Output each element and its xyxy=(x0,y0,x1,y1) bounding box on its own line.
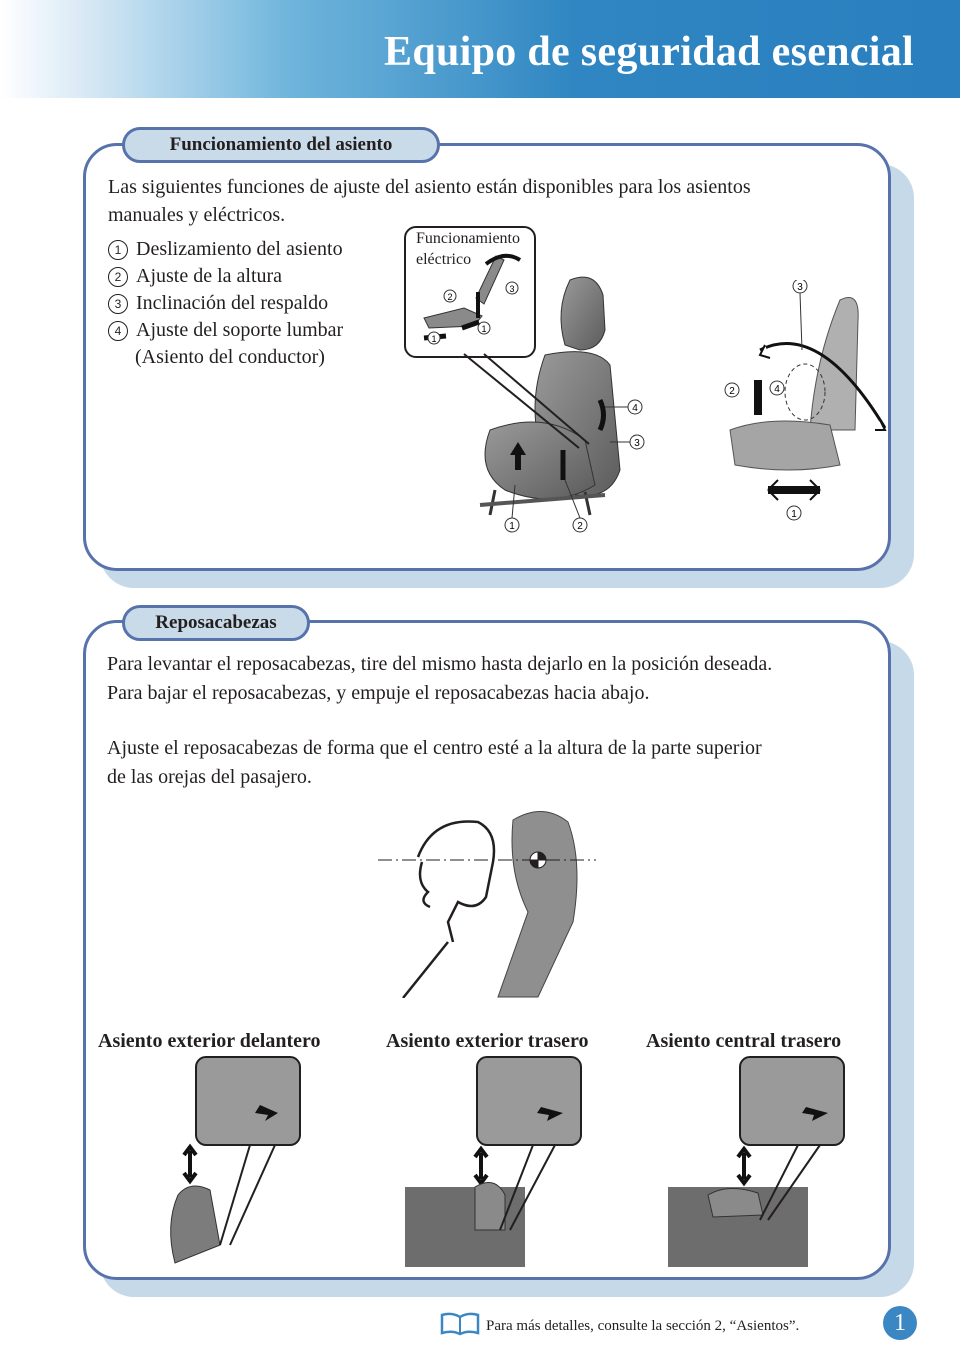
label-front-outer-seat: Asiento exterior delantero xyxy=(98,1030,321,1052)
svg-text:2: 2 xyxy=(577,521,583,532)
headrest-paragraph-1 xyxy=(107,650,772,708)
rear-outer-headrest-illustration xyxy=(405,1055,585,1267)
list-item xyxy=(108,263,343,290)
para1-line1: Para levantar el reposacabezas, tire del mismo hasta dejarlo en la posición deseada. xyxy=(107,653,773,675)
callout-line2: eléctrico xyxy=(416,251,472,268)
seat-intro-line2: manuales y eléctricos. xyxy=(108,204,286,226)
page-header xyxy=(0,0,960,98)
list-item-label: Ajuste del soporte lumbar xyxy=(136,319,344,341)
seat-adjustment-diagram xyxy=(720,280,895,530)
svg-text:1: 1 xyxy=(791,509,797,520)
para1-line2: Para bajar el reposacabezas, y empuje el reposacabezas hacia abajo. xyxy=(107,682,650,704)
rear-center-headrest-illustration xyxy=(668,1055,848,1267)
svg-text:1: 1 xyxy=(481,324,487,334)
svg-text:2: 2 xyxy=(729,386,735,397)
para2-line1: Ajuste el reposacabezas de forma que el centro esté a la altura de la parte superior xyxy=(107,737,762,759)
svg-text:3: 3 xyxy=(797,282,803,293)
svg-text:1: 1 xyxy=(431,334,437,344)
para2-line2: de las orejas del pasajero. xyxy=(107,766,312,788)
seat-functions-list xyxy=(108,236,343,371)
svg-text:4: 4 xyxy=(774,384,780,395)
label-rear-center-seat: Asiento central trasero xyxy=(646,1030,842,1052)
seat-section-tab: Funcionamiento del asiento xyxy=(122,127,440,163)
footer-reference-note: Para más detalles, consulte la sección 2, “Asientos”. xyxy=(486,1318,800,1334)
svg-text:3: 3 xyxy=(634,438,640,449)
list-item-sub: (Asiento del conductor) xyxy=(135,346,325,368)
front-outer-headrest-illustration xyxy=(150,1055,310,1267)
headrest-section-tab: Reposacabezas xyxy=(122,605,310,641)
list-item xyxy=(108,317,343,344)
seat-intro-line1: Las siguientes funciones de ajuste del asiento están disponibles para los asientos xyxy=(108,176,751,198)
svg-text:4: 4 xyxy=(632,403,638,414)
headrest-paragraph-2 xyxy=(107,734,762,792)
circled-number-2: 2 xyxy=(108,267,128,287)
head-position-illustration xyxy=(378,802,598,998)
circled-number-3: 3 xyxy=(108,294,128,314)
power-switch-illustration xyxy=(404,226,634,486)
svg-text:1: 1 xyxy=(509,521,515,532)
list-item xyxy=(108,236,343,263)
book-icon xyxy=(440,1312,480,1336)
seat-intro xyxy=(108,173,751,229)
list-item-label: Deslizamiento del asiento xyxy=(136,238,343,260)
list-item-label: Inclinación del respaldo xyxy=(136,292,329,314)
list-item-label: Ajuste de la altura xyxy=(136,265,283,287)
svg-text:2: 2 xyxy=(447,292,453,302)
page-title: Equipo de seguridad esencial xyxy=(384,29,914,75)
label-rear-outer-seat: Asiento exterior trasero xyxy=(386,1030,589,1052)
page-number: 1 xyxy=(883,1306,917,1340)
circled-number-4: 4 xyxy=(108,321,128,341)
callout-line1: Funcionamiento xyxy=(416,230,520,247)
list-item xyxy=(108,290,343,317)
svg-text:3: 3 xyxy=(509,284,515,294)
circled-number-1: 1 xyxy=(108,240,128,260)
